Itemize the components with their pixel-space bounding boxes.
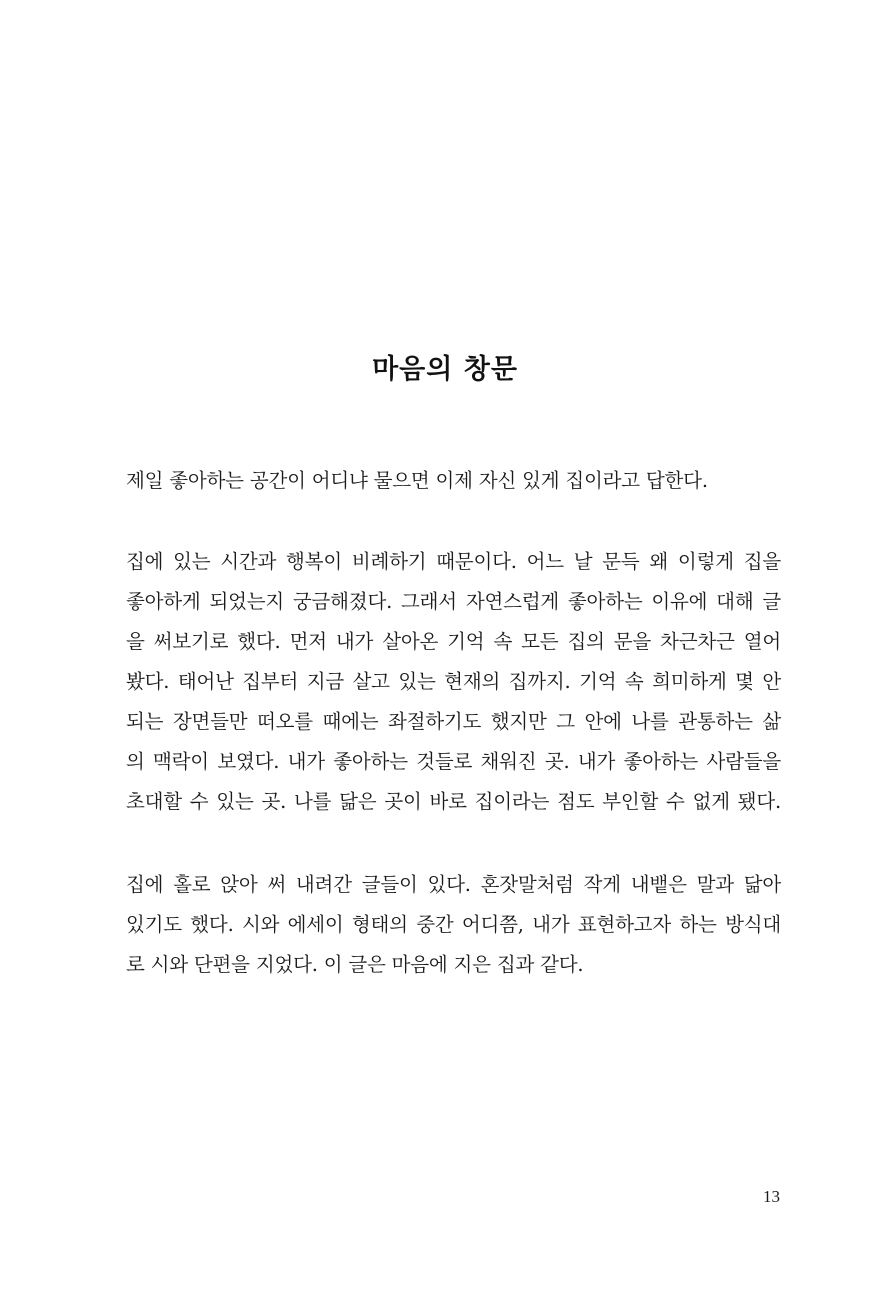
text-line: 로 시와 단편을 지었다. 이 글은 마음에 지은 집과 같다. [126, 953, 584, 976]
text-line: 초대할 수 있는 곳. 나를 닮은 곳이 바로 집이라는 점도 부인할 수 없게 됐다. [126, 790, 781, 813]
text-line: 좋아하게 되었는지 궁금해졌다. 그래서 자연스럽게 좋아하는 이유에 대해 글 [126, 590, 781, 613]
text-line: 있기도 했다. 시와 에세이 형태의 중간 어디쯤, 내가 표현하고자 하는 방식대 [126, 913, 781, 936]
text-line: 되는 장면들만 떠오를 때에는 좌절하기도 했지만 그 안에 나를 관통하는 삶 [126, 710, 781, 733]
page-number: 13 [763, 1187, 780, 1206]
text-line: 집에 홀로 앉아 써 내려간 글들이 있다. 혼잣말처럼 작게 내뱉은 말과 닮아 [126, 873, 781, 896]
paragraph-3 [126, 865, 781, 985]
paragraph-2 [126, 542, 781, 822]
text-line: 집에 있는 시간과 행복이 비례하기 때문이다. 어느 날 문득 왜 이렇게 집을 [126, 550, 781, 573]
paragraph-1 [126, 461, 781, 501]
text-line: 을 써보기로 했다. 먼저 내가 살아온 기억 속 모든 집의 문을 차근차근 열어 [126, 630, 781, 653]
page-title: 마음의 창문 [372, 354, 518, 385]
text-line: 봤다. 태어난 집부터 지금 살고 있는 현재의 집까지. 기억 속 희미하게 몇 안 [126, 670, 781, 693]
text-line: 의 맥락이 보였다. 내가 좋아하는 것들로 채워진 곳. 내가 좋아하는 사람들을 [126, 750, 781, 773]
text-line: 제일 좋아하는 공간이 어디냐 물으면 이제 자신 있게 집이라고 답한다. [126, 469, 708, 492]
